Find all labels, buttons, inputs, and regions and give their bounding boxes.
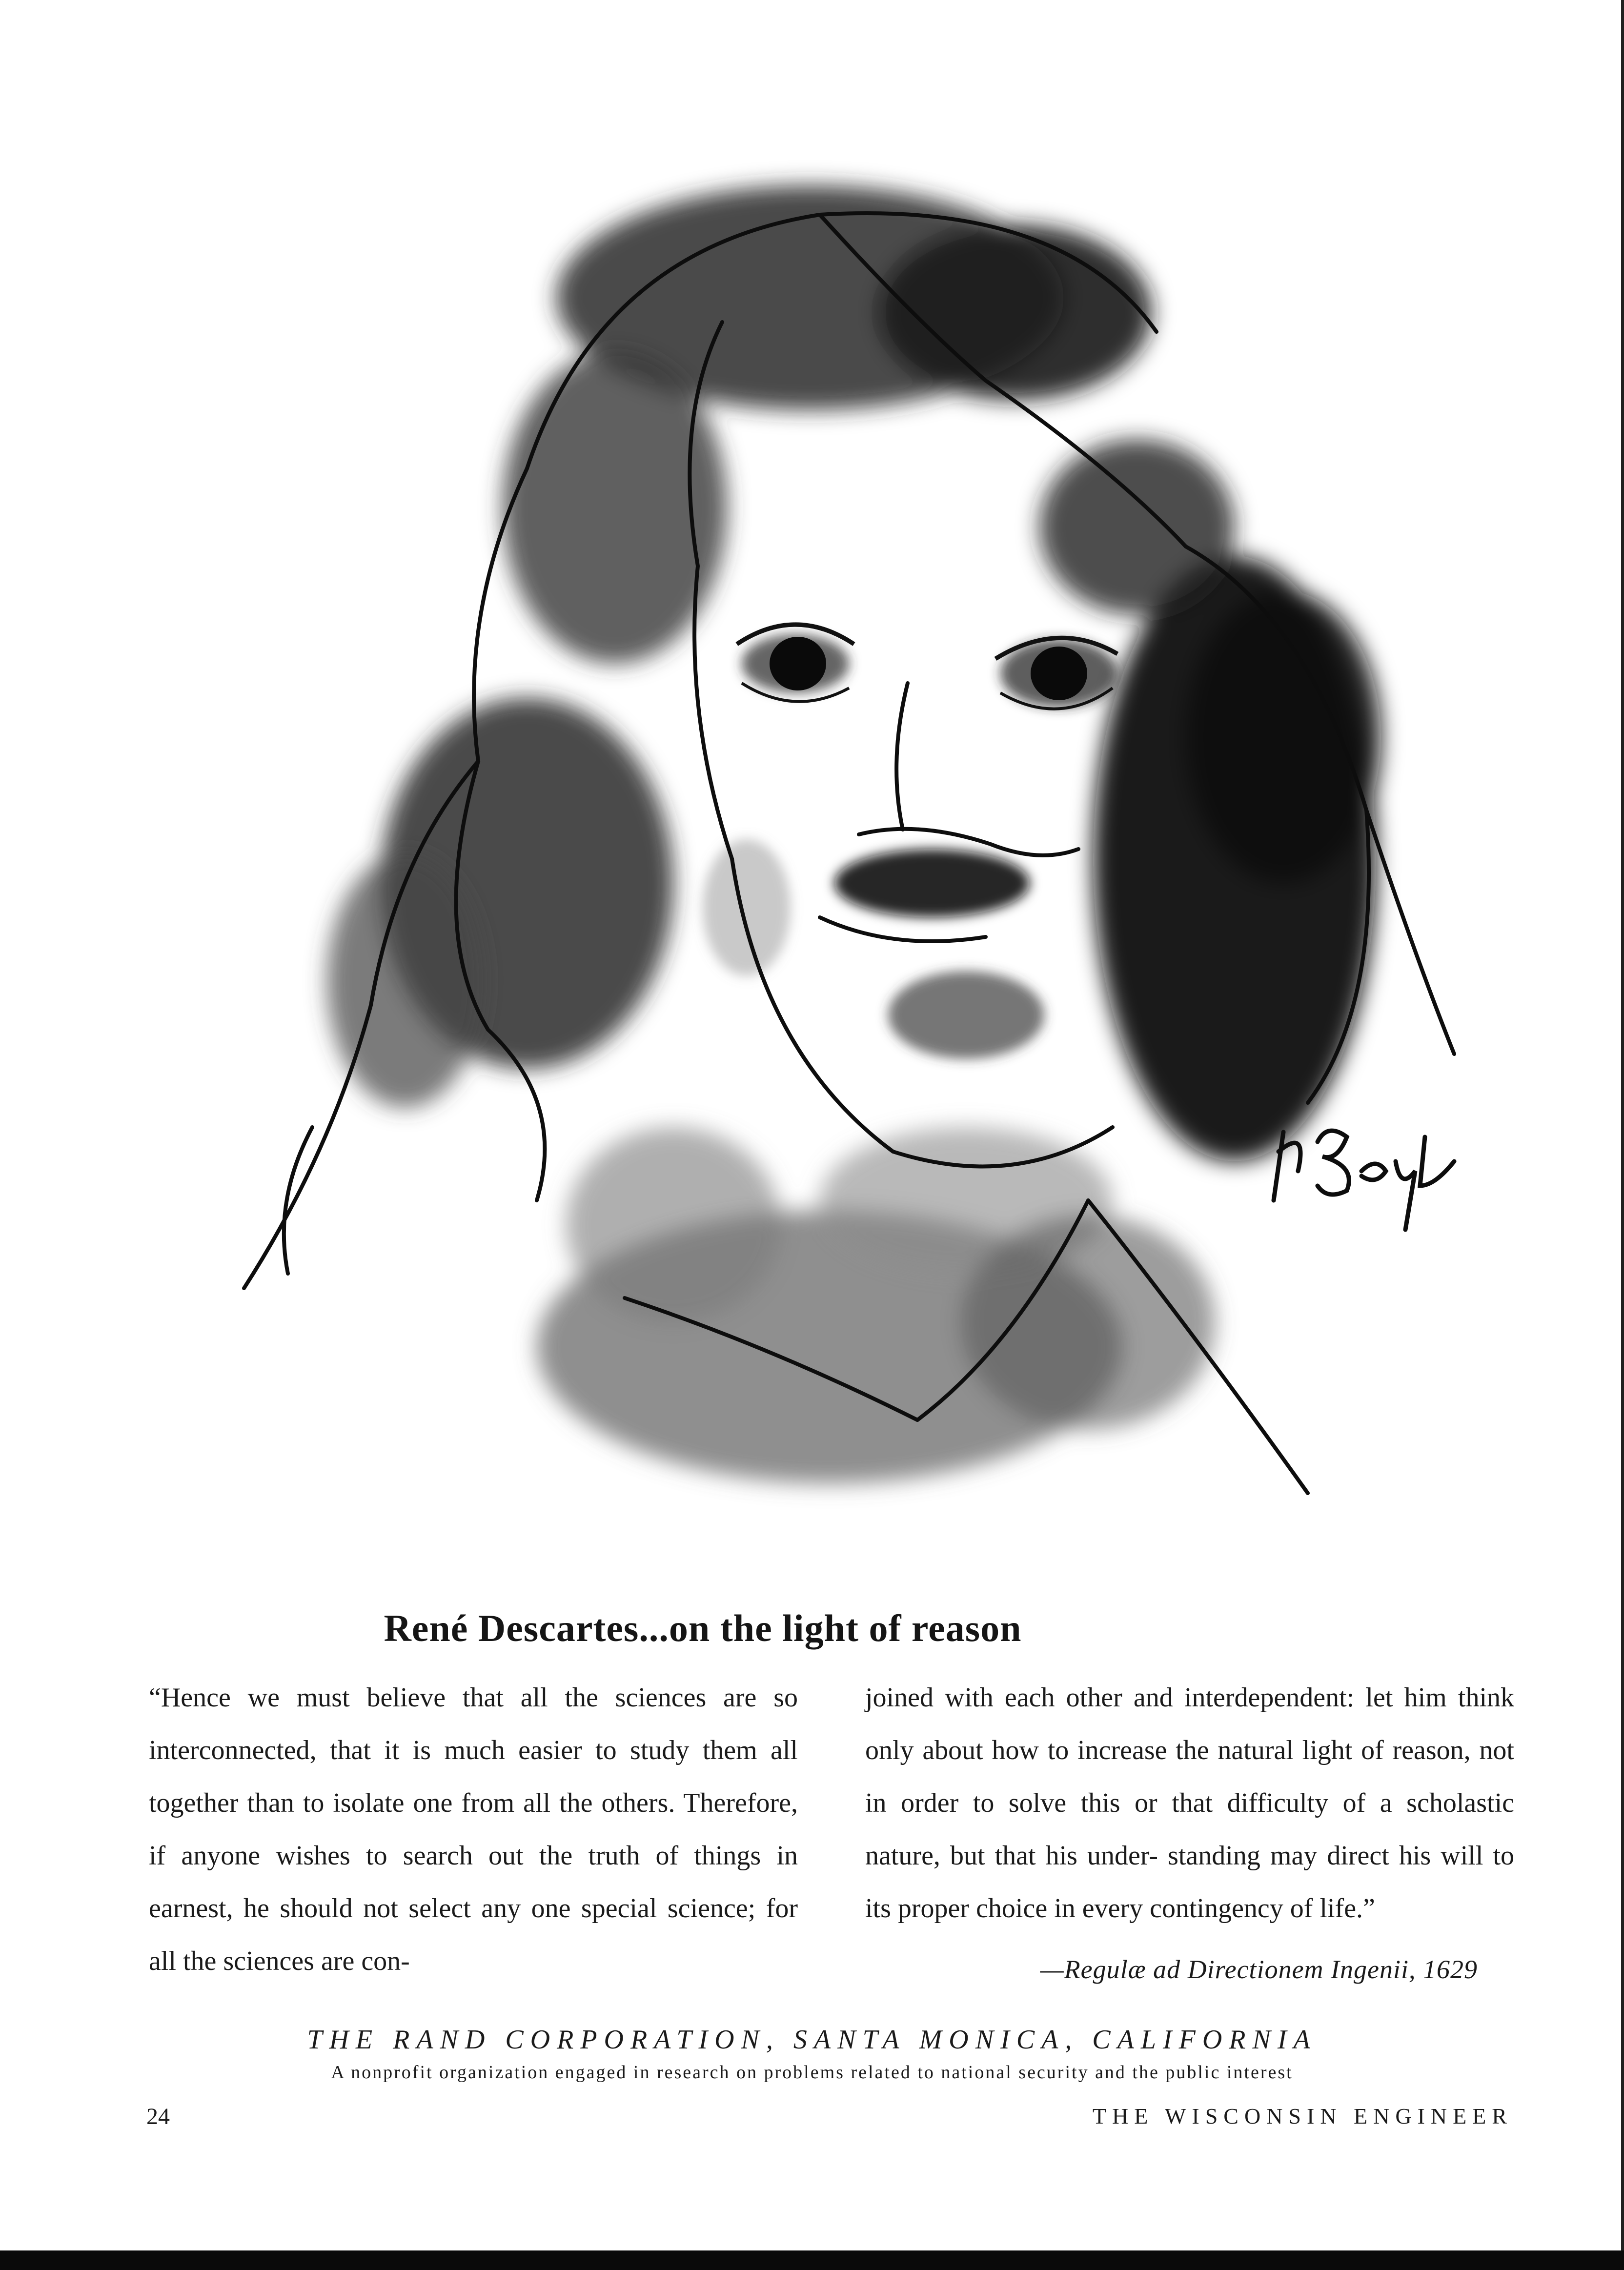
quote-text-left: “Hence we must believe that all the sciences are so interconnected, that it is much easier to study them all together than to isolate one from all the others. Therefore, if anyone wishes to search out the truth of things in earnest, he should not select any one special science; for all the sciences are con- (149, 1682, 798, 1976)
collar-wash (537, 1127, 1215, 1483)
hair-wash (327, 185, 1381, 1161)
publication-name: THE WISCONSIN ENGINEER (1092, 2104, 1513, 2128)
quote-right-column (865, 1671, 1514, 1935)
eyes (737, 625, 1117, 709)
quote-citation: —Regulæ ad Directionem Ingenii, 1629 (1040, 1955, 1478, 1984)
quote-left-column (149, 1671, 798, 1987)
scan-edge (1621, 0, 1624, 2250)
organization-tagline: A nonprofit organization engaged in research on problems related to national security and the public interest (331, 2062, 1293, 2083)
headline: René Descartes...on the light of reason (384, 1607, 1022, 1649)
quote-text-right: joined with each other and interdependent: let him think only about how to increase the natural light of reason, not in order to solve this or that difficulty of a scholastic nature, but that his under- standing may direct his will to its proper choice in every contingency of life.” (865, 1682, 1514, 1924)
artist-signature (1274, 1131, 1454, 1230)
descartes-portrait-illustration (185, 127, 1503, 1566)
page-number: 24 (146, 2104, 170, 2129)
organization-name: THE RAND CORPORATION, SANTA MONICA, CALIFORNIA (307, 2025, 1317, 2055)
scan-bottom-border (0, 2250, 1624, 2270)
